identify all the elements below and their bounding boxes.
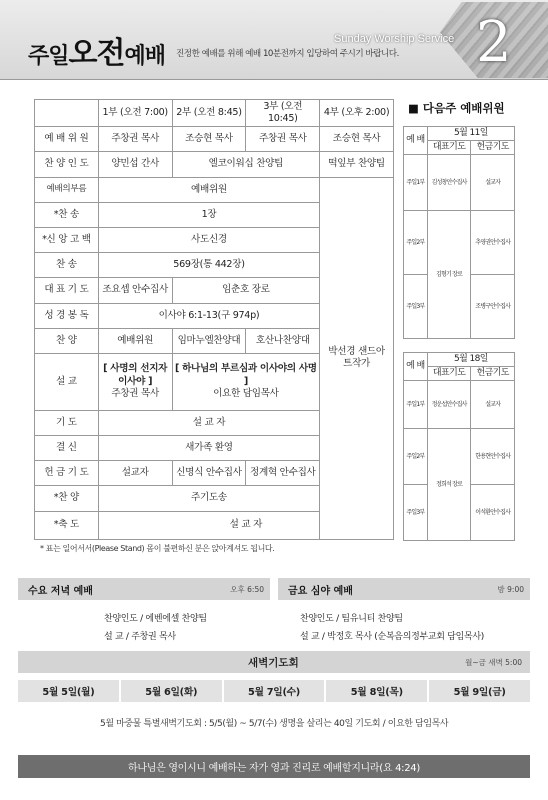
dawn-dates xyxy=(18,680,530,702)
cell: 예배위원 xyxy=(98,177,319,202)
cell: 설교자 xyxy=(98,461,172,486)
next-week-heading: ■ 다음주 예배위원 xyxy=(408,101,505,115)
title-main: 오전 xyxy=(68,36,125,71)
cell: 조승현 목사 xyxy=(320,127,394,152)
praise-leader-row xyxy=(35,152,394,177)
offering-col-header: 헌금기도 xyxy=(471,141,515,155)
worship-leader-row xyxy=(35,127,394,152)
sermon-cell-2 xyxy=(172,354,320,411)
row-label: 기 도 xyxy=(35,410,99,435)
standing-footnote: * 표는 일어서서(Please Stand) 몸이 불편하신 분은 앉아계셔도 됩니다. xyxy=(40,544,275,553)
row-label: *신 앙 고 백 xyxy=(35,228,99,253)
prayer-col-header: 대표기도 xyxy=(427,367,471,381)
row-label: 예배의부름 xyxy=(35,177,99,202)
friday-service-band xyxy=(278,578,530,600)
cell: 새가족 환영 xyxy=(98,435,319,460)
service-label: 주일3부 xyxy=(404,275,428,339)
row-label: *축 도 xyxy=(35,511,99,539)
dawn-date: 5월 6일(화) xyxy=(121,680,222,702)
time-1: 1부 (오전 7:00) xyxy=(98,100,172,127)
dawn-date: 5월 5일(월) xyxy=(18,680,119,702)
dawn-date: 5월 7일(수) xyxy=(224,680,325,702)
service-label: 주일3부 xyxy=(404,485,428,541)
cell: 김형기 장로 xyxy=(427,211,471,339)
cell: 주창권 목사 xyxy=(246,127,320,152)
dawn-note: 5월 마중물 특별새벽기도회 : 5/5(월) ~ 5/7(수) 생명을 살리는 40일 기도회 / 이요한 담임목사 xyxy=(100,719,449,729)
cell: 임마누엘찬양대 xyxy=(172,328,246,353)
offering-col-header: 헌금기도 xyxy=(471,367,515,381)
dawn-time: 월~금 새벽 5:00 xyxy=(465,658,522,667)
wednesday-praise: 찬양인도 / 에벤에셀 찬양팀 xyxy=(104,614,207,624)
title-suffix: 예배 xyxy=(124,44,165,69)
cell: 추영권안수집사 xyxy=(471,211,515,275)
service-label: 주일2부 xyxy=(404,211,428,275)
row-label: 설 교 xyxy=(35,354,99,411)
cell: 조요셉 안수집사 xyxy=(98,278,172,303)
fourth-service-praise: 박선경 샌드아트작가 xyxy=(320,177,394,539)
service-order-table xyxy=(34,99,394,540)
cell: 정운섭안수집사 xyxy=(427,381,471,429)
cell: 신명식 안수집사 xyxy=(172,461,246,486)
cell: 엘코이워십 찬양팀 xyxy=(172,152,320,177)
cell: 569장(통 442장) xyxy=(98,253,319,278)
dawn-title: 새벽기도회 xyxy=(248,657,299,669)
row-label: 헌 금 기 도 xyxy=(35,461,99,486)
sermon-cell-1 xyxy=(98,354,172,411)
week-date: 5월 18일 xyxy=(427,353,514,367)
title-prefix: 주일 xyxy=(28,44,69,69)
cell: 사도신경 xyxy=(98,228,319,253)
cell: 설 교 자 xyxy=(98,410,319,435)
sermon-title-1: [ 사명의 선지자 이사야 ] xyxy=(103,363,168,387)
cell: 이석환안수집사 xyxy=(471,485,515,541)
page-title xyxy=(28,28,165,72)
cell: 양민섭 간사 xyxy=(98,152,172,177)
friday-title: 금요 심야 예배 xyxy=(288,586,353,597)
service-label: 주일1부 xyxy=(404,381,428,429)
cell: 정계혁 안수집사 xyxy=(246,461,320,486)
wednesday-sermon: 설 교 / 주창권 목사 xyxy=(104,632,176,642)
cell: 김성창안수집사 xyxy=(427,155,471,211)
cell: 주기도송 xyxy=(98,486,319,511)
cell: 호산나찬양대 xyxy=(246,328,320,353)
row-label: *찬 양 xyxy=(35,486,99,511)
cell: 이사야 6:1-13(구 974p) xyxy=(98,303,319,328)
page-subtitle: 진정한 예배를 위해 예배 10분전까지 입당하여 주시기 바랍니다. xyxy=(176,49,399,59)
friday-praise: 찬양인도 / 팀유니티 찬양팀 xyxy=(300,614,403,624)
cell: 설교자 xyxy=(471,381,515,429)
time-row xyxy=(35,100,394,127)
time-3: 3부 (오전 10:45) xyxy=(246,100,320,127)
cell: 조승현 목사 xyxy=(172,127,246,152)
cell: 정희석 장로 xyxy=(427,429,471,541)
friday-sermon: 설 교 / 박정호 목사 (순복음의정부교회 담임목사) xyxy=(300,632,485,642)
time-2: 2부 (오전 8:45) xyxy=(172,100,246,127)
cell: 한용현안수집사 xyxy=(471,429,515,485)
time-4: 4부 (오후 2:00) xyxy=(320,100,394,127)
row-label: 성 경 봉 독 xyxy=(35,303,99,328)
next-week-table-1 xyxy=(403,126,515,339)
sermon-preacher-1: 주창권 목사 xyxy=(111,388,159,400)
week-date: 5월 11일 xyxy=(427,127,514,141)
dawn-date: 5월 9일(금) xyxy=(429,680,530,702)
wednesday-service-band xyxy=(18,578,270,600)
page-number: 2 xyxy=(476,10,512,75)
wednesday-time: 오후 6:50 xyxy=(230,585,264,594)
row-label: *찬 송 xyxy=(35,202,99,227)
row-label: 찬 양 인 도 xyxy=(35,152,99,177)
row-label: 찬 양 xyxy=(35,328,99,353)
cell: 임춘호 장로 xyxy=(172,278,320,303)
dawn-prayer-band xyxy=(18,651,530,673)
friday-time: 밤 9:00 xyxy=(497,585,524,594)
call-row xyxy=(35,177,394,202)
cell: 떡잎부 찬양팀 xyxy=(320,152,394,177)
wednesday-title: 수요 저녁 예배 xyxy=(28,586,93,597)
cell: 1장 xyxy=(98,202,319,227)
cell: 설교자 xyxy=(471,155,515,211)
row-label: 대 표 기 도 xyxy=(35,278,99,303)
cell: 예배위원 xyxy=(98,328,172,353)
english-title: Sunday Worship Service xyxy=(334,33,455,45)
corner-cell xyxy=(35,100,99,127)
footer-verse: 하나님은 영이시니 예배하는 자가 영과 진리로 예배할지니라(요 4:24) xyxy=(18,755,530,778)
cell: 설 교 자 xyxy=(98,511,393,539)
service-label: 주일1부 xyxy=(404,155,428,211)
prayer-col-header: 대표기도 xyxy=(427,141,471,155)
page-header xyxy=(0,0,548,80)
row-label: 찬 송 xyxy=(35,253,99,278)
sermon-title-2: [ 하나님의 부르심과 이사야의 사명 ] xyxy=(174,363,317,387)
service-label: 주일2부 xyxy=(404,429,428,485)
role-header: 예 배 xyxy=(404,353,428,381)
sermon-preacher-2: 이요한 담임목사 xyxy=(213,388,279,400)
dawn-date: 5월 8일(목) xyxy=(326,680,427,702)
cell: 주창권 목사 xyxy=(98,127,172,152)
cell: 조병구안수집사 xyxy=(471,275,515,339)
row-label: 결 신 xyxy=(35,435,99,460)
row-label: 예 배 위 원 xyxy=(35,127,99,152)
blessing-row xyxy=(35,511,394,539)
role-header: 예 배 xyxy=(404,127,428,155)
next-week-table-2 xyxy=(403,352,515,541)
